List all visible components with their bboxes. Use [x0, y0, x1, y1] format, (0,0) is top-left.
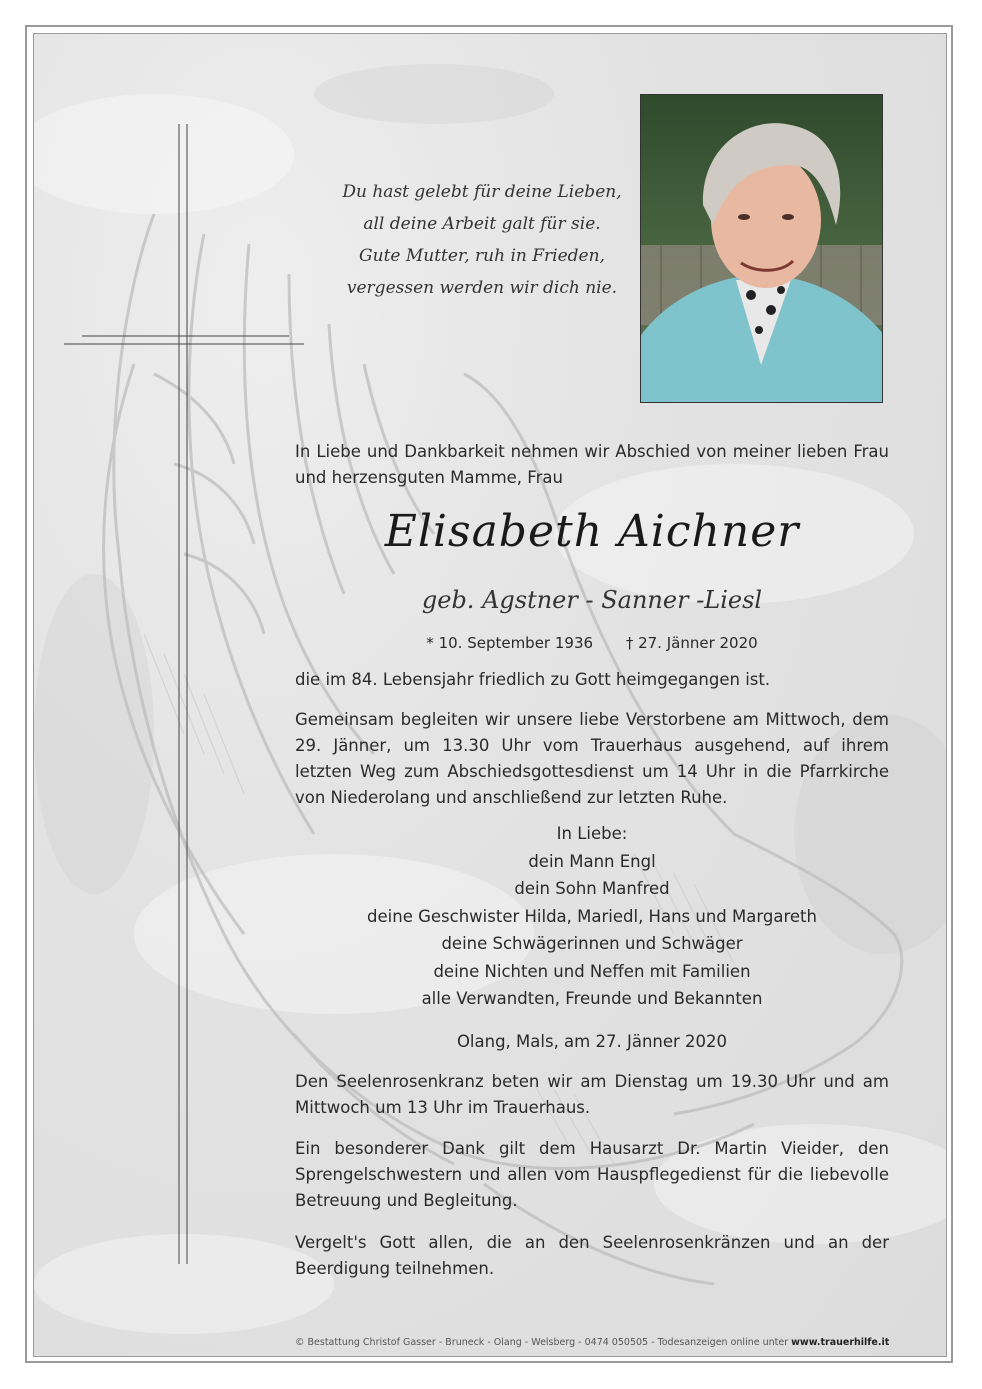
portrait-image: [641, 95, 883, 403]
portrait-photo: [640, 94, 883, 403]
deceased-name: Elisabeth Aichner: [384, 506, 800, 557]
poem-line: Du hast gelebt für deine Lieben,: [342, 182, 622, 202]
mourner-line: deine Schwägerinnen und Schwäger: [441, 934, 743, 953]
thanks-text: Ein besonderer Dank gilt dem Hausarzt Dr. Martin Vieider, den Sprengelschwestern und allen vom Hauspflegedienst für die liebevolle Betreuung und Begleitung.: [295, 1139, 889, 1210]
age-line: die im 84. Lebensjahr friedlich zu Gott heimgegangen ist.: [295, 670, 771, 689]
mourners-heading: In Liebe:: [556, 824, 628, 843]
birth-date: * 10. September 1936: [426, 634, 594, 652]
intro-text: In Liebe und Dankbarkeit nehmen wir Abschied von meiner lieben Frau und herzensguten Mamme, Frau: [295, 442, 889, 487]
maiden-name: geb. Agstner - Sanner -Liesl: [421, 586, 763, 614]
poem-line: Gute Mutter, ruh in Frieden,: [359, 246, 605, 266]
footer-text: © Bestattung Christof Gasser - Bruneck - Olang - Welsberg - 0474 050505 - Todesanzeigen online unter: [295, 1337, 792, 1348]
mourner-line: dein Mann Engl: [528, 851, 656, 871]
poem-line: vergessen werden wir dich nie.: [346, 278, 618, 298]
funeral-text: Gemeinsam begleiten wir unsere liebe Verstorbene am Mittwoch, dem 29. Jänner, um 13.30 Uhr vom Trauerhaus ausgehend, auf ihrem letzten Weg zum Abschiedsgottesdienst um 14 Uhr in die Pfarrkirche von Niederolang und anschließend zur letzten Ruhe.: [295, 710, 889, 807]
closing-text: Vergelt's Gott allen, die an den Seelenrosenkränzen und an der Beerdigung teilnehmen.: [295, 1233, 889, 1278]
obituary-card: [33, 33, 947, 1357]
place-date: Olang, Mals, am 27. Jänner 2020: [456, 1032, 728, 1051]
mourner-line: deine Geschwister Hilda, Mariedl, Hans und Margareth: [367, 906, 817, 926]
footer-link[interactable]: www.trauerhilfe.it: [791, 1337, 890, 1348]
poem-line: all deine Arbeit galt für sie.: [363, 214, 601, 234]
mourners-list: [295, 820, 889, 1013]
death-date: † 27. Jänner 2020: [625, 634, 758, 652]
mourner-line: alle Verwandten, Freunde und Bekannten: [421, 989, 763, 1008]
footer-credit: [295, 1337, 889, 1348]
cross-symbol: [34, 34, 334, 1284]
mourner-line: deine Nichten und Neffen mit Familien: [433, 961, 751, 981]
life-dates: [295, 634, 889, 652]
rosary-text: Den Seelenrosenkranz beten wir am Dienstag um 19.30 Uhr und am Mittwoch um 13 Uhr im Trauerhaus.: [295, 1072, 889, 1117]
memorial-poem: [292, 176, 672, 304]
mourner-line: dein Sohn Manfred: [514, 879, 670, 898]
